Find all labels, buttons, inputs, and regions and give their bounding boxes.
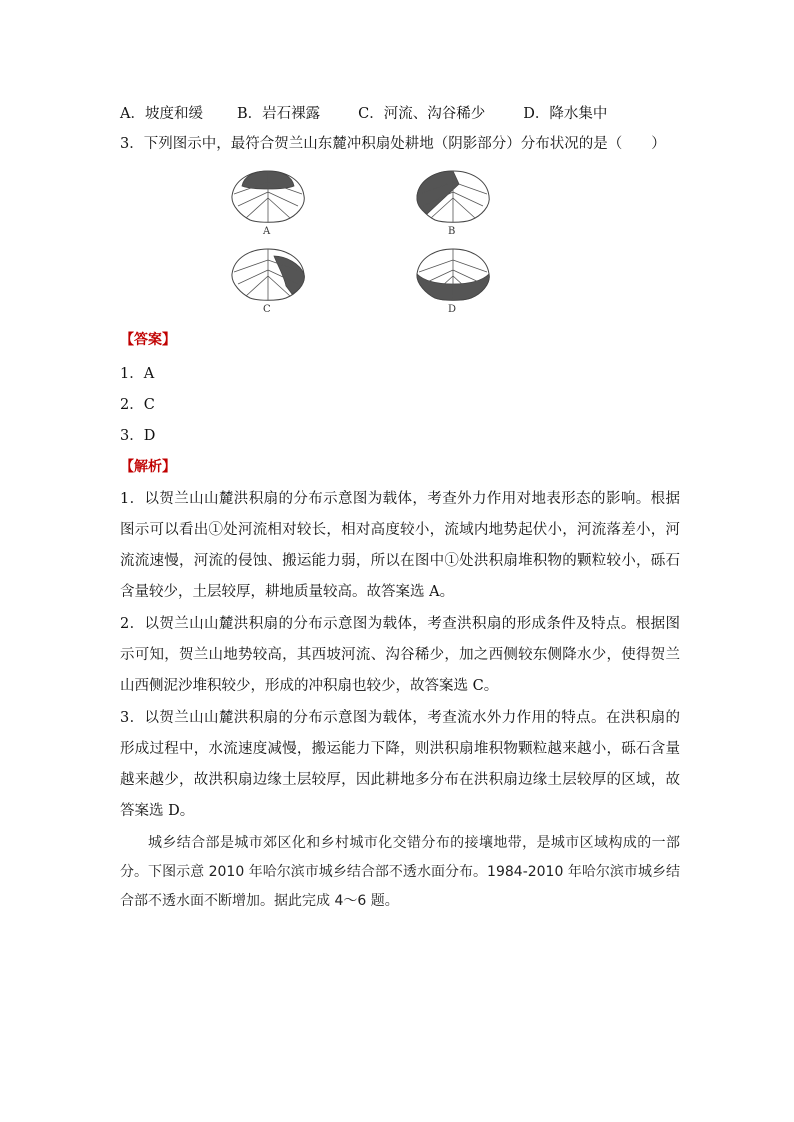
answer-item-1: 1．A xyxy=(120,366,155,382)
fan-label-c: C xyxy=(263,304,271,315)
analysis-paragraph-2: 2．以贺兰山山麓洪积扇的分布示意图为载体，考查洪积扇的形成条件及特点。根据图示可知，贺兰山地势较高，其西坡河流、沟谷稀少，加之西侧较东侧降水少，使得贺兰山西侧泥沙堆积较少，形成的冲积扇也较少，故答案选 C。 xyxy=(120,616,680,694)
fan-label-a: A xyxy=(263,226,271,237)
question-intro-passage: 城乡结合部是城市郊区化和乡村城市化交错分布的接壤地带，是城市区域构成的一部分。下图示意 2010 年哈尔滨市城乡结合部不透水面分布。1984-2010 年哈尔滨市城乡结合部不透水面不断增加。据此完成 4～6 题。 xyxy=(120,835,680,909)
fan-diagram-b xyxy=(413,168,493,226)
analysis-heading: 【解析】 xyxy=(120,459,176,475)
answer-item-2: 2．C xyxy=(120,397,155,413)
option-d: D．降水集中 xyxy=(523,106,608,122)
fan-diagram-a xyxy=(228,168,308,226)
analysis-paragraph-3: 3．以贺兰山山麓洪积扇的分布示意图为载体，考查流水外力作用的特点。在洪积扇的形成过程中，水流速度减慢，搬运能力下降，则洪积扇堆积物颗粒越来越小，砾石含量越来越少，故洪积扇边缘土层较厚，因此耕地多分布在洪积扇边缘土层较厚的区域，故答案选 D。 xyxy=(120,710,680,819)
option-b: B．岩石裸露 xyxy=(236,106,321,122)
fan-label-b: B xyxy=(448,226,456,237)
fan-label-d: D xyxy=(448,304,457,315)
fan-diagram-d xyxy=(413,246,493,304)
answer-item-3: 3．D xyxy=(120,428,156,444)
analysis-paragraph-1: 1．以贺兰山山麓洪积扇的分布示意图为载体，考查外力作用对地表形态的影响。根据图示可以看出①处河流相对较长，相对高度较小，流域内地势起伏小，河流落差小，河流流速慢，河流的侵蚀、搬运能力弱，所以在图中①处洪积扇堆积物的颗粒较小，砾石含量较少，土层较厚，耕地质量较高。故答案选 A。 xyxy=(120,491,680,600)
option-a: A．坡度和缓 xyxy=(120,106,203,122)
question3-text: 3．下列图示中，最符合贺兰山东麓冲积扇处耕地（阴影部分）分布状况的是（ ） xyxy=(120,136,666,152)
option-c: C．河流、沟谷稀少 xyxy=(358,106,486,122)
answer-heading: 【答案】 xyxy=(120,332,176,348)
question2-options xyxy=(120,104,607,124)
fan-diagram-c xyxy=(228,246,308,304)
